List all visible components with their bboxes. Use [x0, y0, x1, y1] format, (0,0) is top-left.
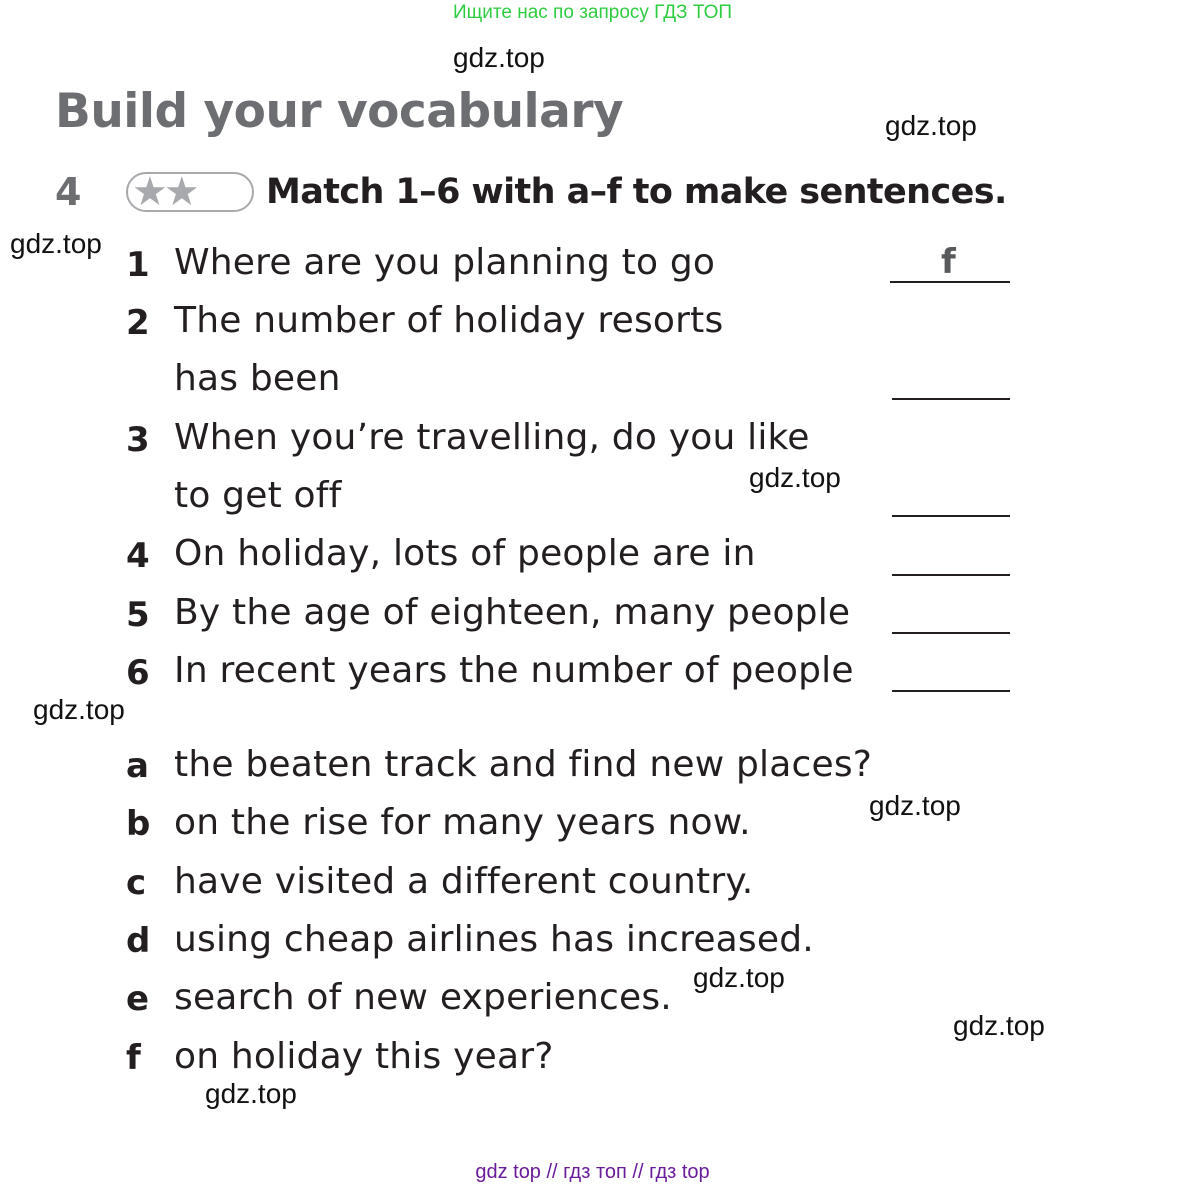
watermark: gdz.top	[10, 228, 102, 259]
answer-blank[interactable]	[892, 515, 1010, 517]
section-title: Build your vocabulary	[55, 84, 624, 139]
difficulty-stars-icon: ★★	[126, 172, 254, 212]
ending-text: search of new experiences.	[174, 977, 672, 1018]
ending-text: using cheap airlines has increased.	[174, 919, 814, 960]
item-text: to get off	[174, 475, 342, 516]
ending-letter: f	[126, 1038, 141, 1078]
exercise-number: 4	[55, 170, 82, 214]
ending-text: on holiday this year?	[174, 1036, 554, 1077]
item-text: Where are you planning to go	[174, 242, 716, 283]
item-text: On holiday, lots of people are in	[174, 533, 756, 574]
watermark: gdz.top	[953, 1010, 1045, 1041]
item-text: The number of holiday resorts	[174, 300, 724, 341]
ending-letter: e	[126, 979, 150, 1019]
ending-letter: d	[126, 921, 151, 961]
watermark: gdz.top	[885, 110, 977, 141]
answer-blank[interactable]	[892, 398, 1010, 400]
watermark: gdz.top	[453, 42, 545, 73]
ending-text: have visited a different country.	[174, 861, 754, 902]
watermark: gdz.top	[33, 694, 125, 725]
item-text: By the age of eighteen, many people	[174, 592, 851, 633]
item-number: 2	[126, 303, 150, 343]
watermark: gdz.top	[205, 1078, 297, 1109]
exercise-instruction: Match 1–6 with a–f to make sentences.	[266, 172, 1007, 212]
item-text: When you’re travelling, do you like	[174, 417, 810, 458]
ending-letter: a	[126, 746, 149, 786]
answer-blank[interactable]	[892, 574, 1010, 576]
item-text: In recent years the number of people	[174, 650, 854, 691]
footer-links[interactable]: gdz top // гдз топ // гдз top	[475, 1161, 710, 1183]
top-banner[interactable]: Ищите нас по запросу ГДЗ ТОП	[452, 2, 733, 23]
item-number: 4	[126, 536, 150, 576]
item-text: has been	[174, 358, 341, 399]
item-number: 3	[126, 420, 150, 460]
watermark: gdz.top	[869, 790, 961, 821]
ending-letter: c	[126, 863, 147, 903]
answer-text: f	[941, 242, 956, 282]
item-number: 6	[126, 653, 150, 693]
item-number: 1	[126, 245, 150, 285]
ending-letter: b	[126, 804, 151, 844]
answer-blank[interactable]	[892, 632, 1010, 634]
ending-text: on the rise for many years now.	[174, 802, 751, 843]
item-number: 5	[126, 595, 150, 635]
watermark: gdz.top	[749, 462, 841, 493]
ending-text: the beaten track and find new places?	[174, 744, 873, 785]
watermark: gdz.top	[693, 962, 785, 993]
answer-blank[interactable]	[892, 690, 1010, 692]
